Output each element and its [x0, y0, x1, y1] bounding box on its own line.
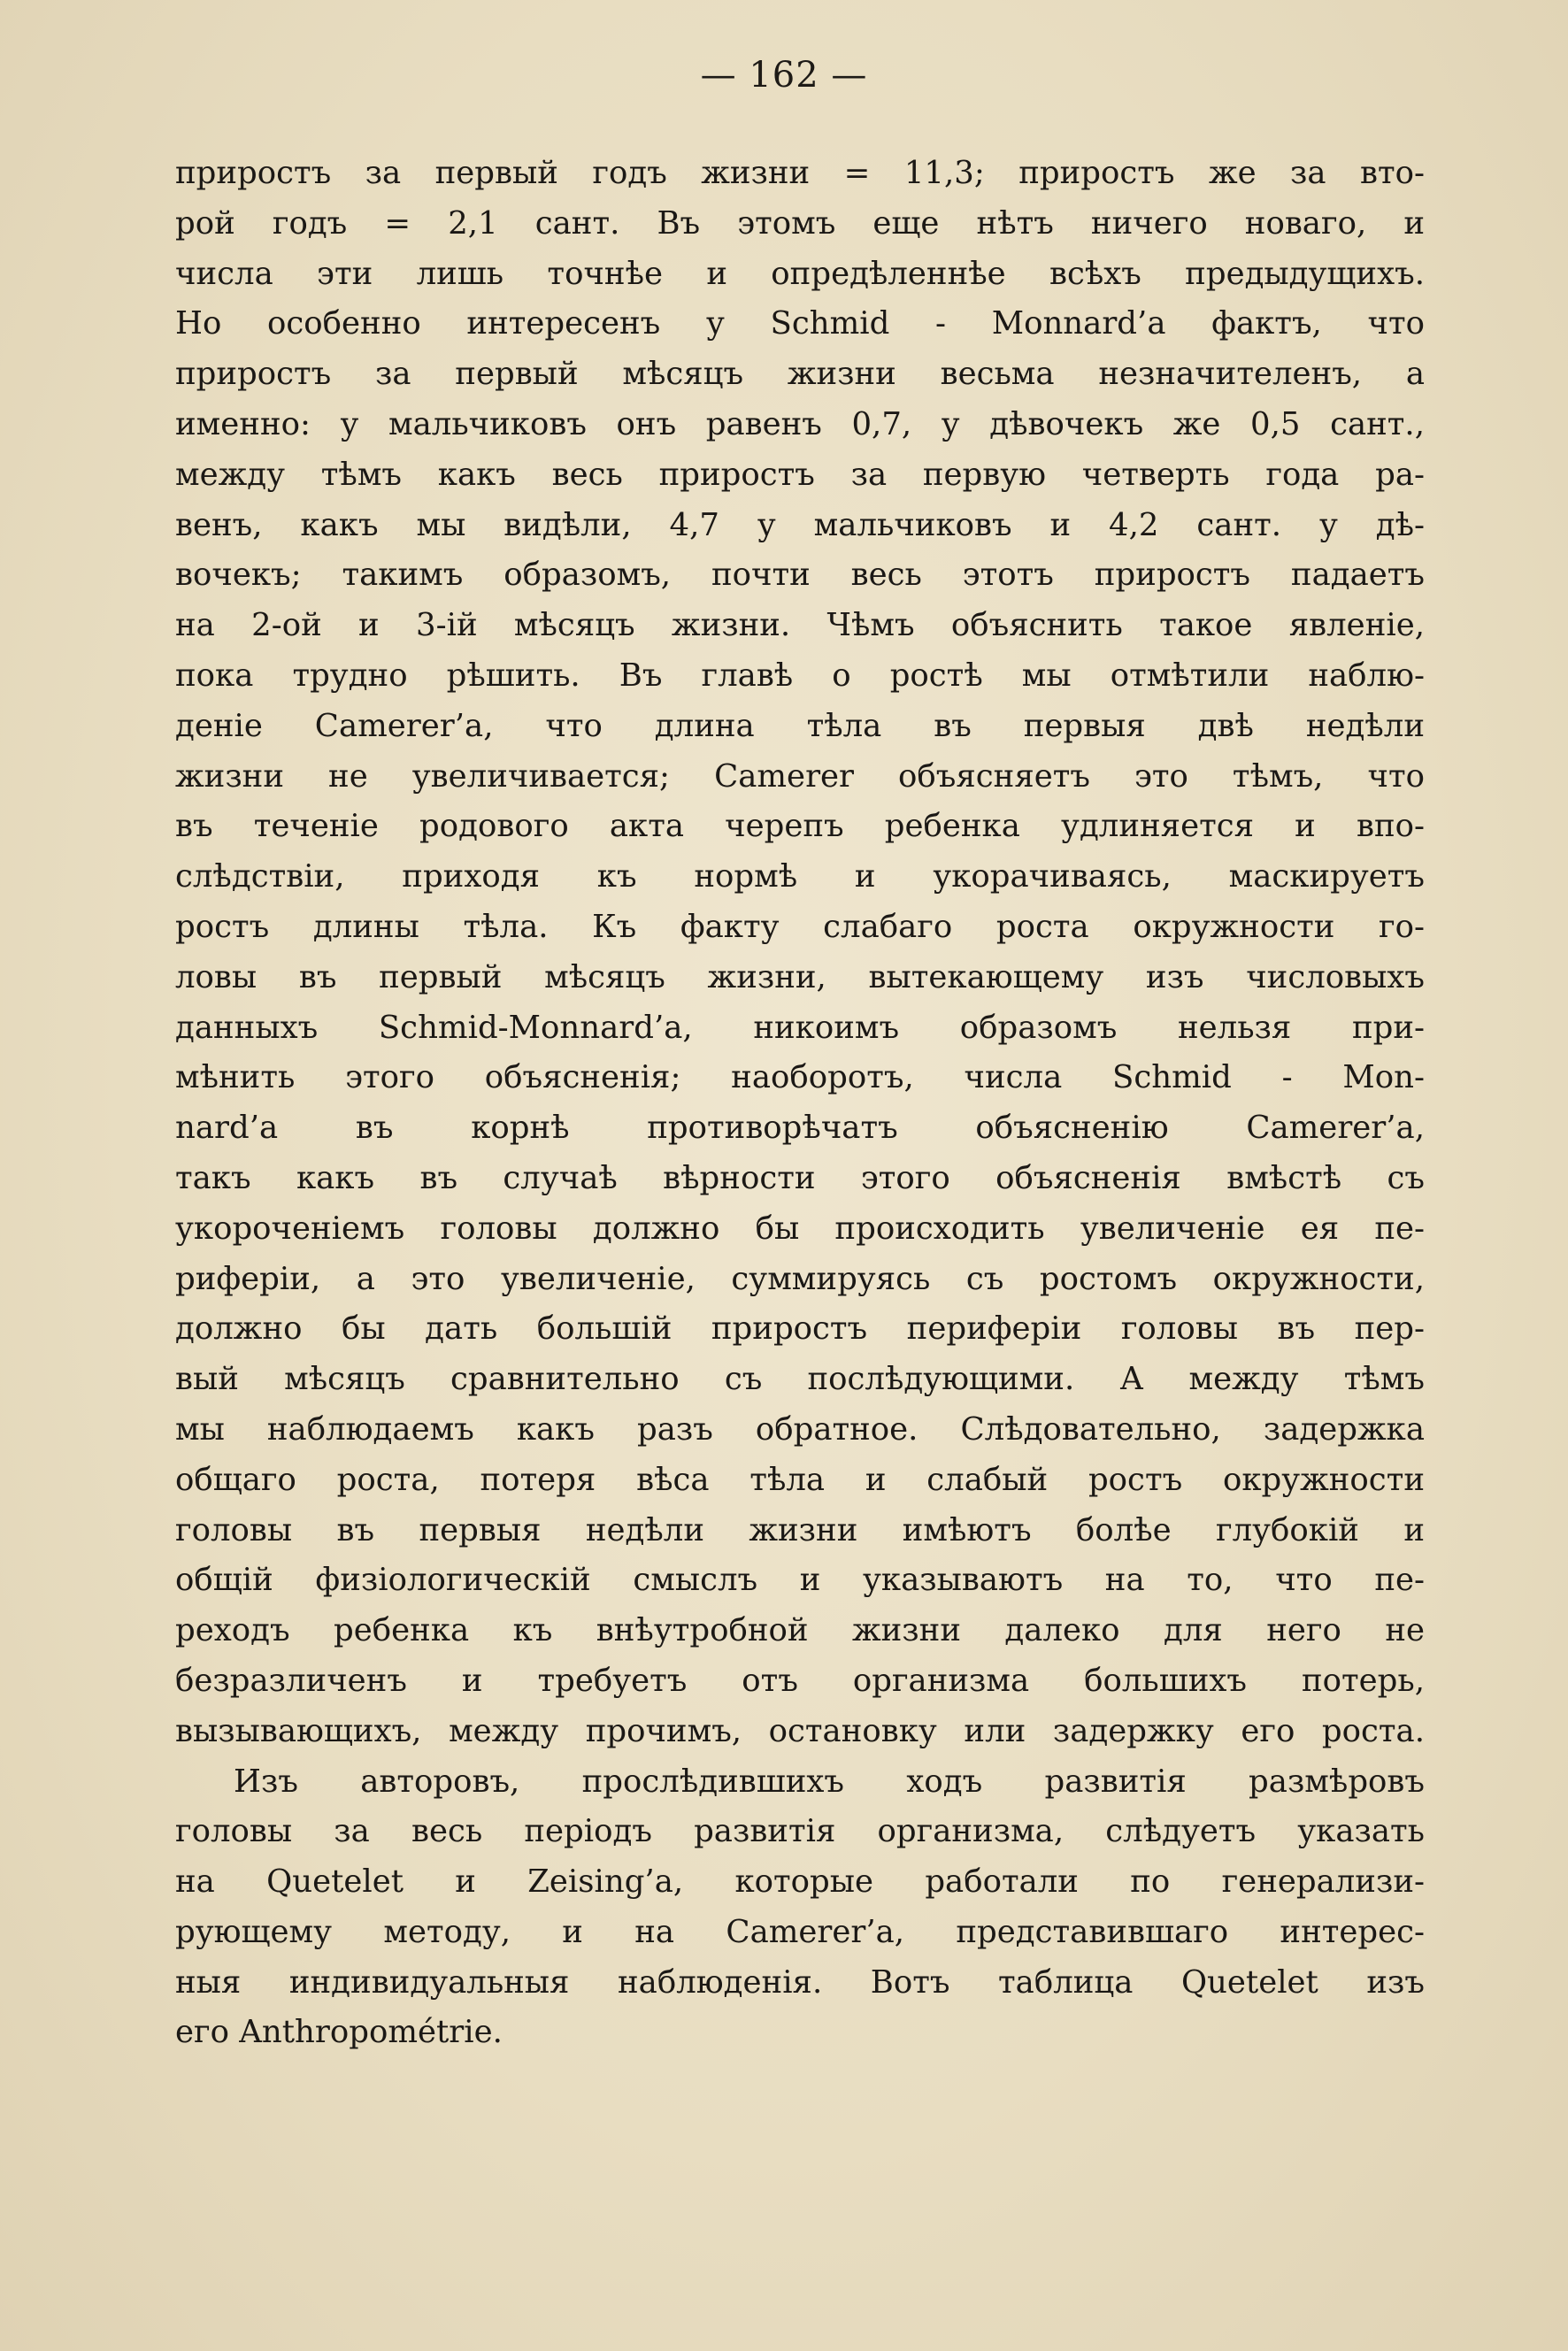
text-line: головы въ первыя недѣли жизни имѣютъ болѣе глубокій и	[175, 1511, 1425, 1548]
text-line: такъ какъ въ случаѣ вѣрности этого объясненія вмѣстѣ съ	[175, 1159, 1425, 1196]
text-line: мѣнить этого объясненія; наоборотъ, числа Schmid - Mon-	[175, 1059, 1425, 1096]
text-line: общій физіологическій смыслъ и указываютъ на то, что пе-	[175, 1562, 1425, 1599]
text-line: венъ, какъ мы видѣли, 4,7 у мальчиковъ и 4,2 сант. у дѣ-	[175, 506, 1425, 543]
text-line: пока трудно рѣшить. Въ главѣ о ростѣ мы отмѣтили наблю-	[175, 657, 1425, 694]
text-line: слѣдствіи, приходя къ нормѣ и укорачиваясь, маскируетъ	[175, 858, 1425, 895]
text-line: приростъ за первый мѣсяцъ жизни весьма незначителенъ, а	[175, 356, 1425, 393]
text-line: должно бы дать большій приростъ периферіи головы въ пер-	[175, 1310, 1425, 1348]
text-line: рующему методу, и на Camerer’а, представившаго интерес-	[175, 1913, 1425, 1950]
paragraph-2	[175, 1757, 1425, 2059]
text-line: реходъ ребенка къ внѣутробной жизни далеко для него не	[175, 1612, 1425, 1649]
text-line: вый мѣсяцъ сравнительно съ послѣдующими. А между тѣмъ	[175, 1361, 1425, 1398]
text-line: Но особенно интересенъ у Schmid - Monnard’а фактъ, что	[175, 305, 1425, 342]
text-line: безразличенъ и требуетъ отъ организма большихъ потерь,	[175, 1662, 1425, 1699]
text-line: на 2-ой и 3-ій мѣсяцъ жизни. Чѣмъ объяснить такое явленіе,	[175, 607, 1425, 644]
text-line: головы за весь періодъ развитія организма, слѣдуетъ указать	[175, 1813, 1425, 1850]
text-line: приростъ за первый годъ жизни = 11,3; приростъ же за вто-	[175, 155, 1425, 191]
text-line: ростъ длины тѣла. Къ факту слабаго роста окружности го-	[175, 908, 1425, 945]
text-line: его Anthropométrie.	[175, 2014, 503, 2051]
text-line: на Quetelet и Zeising’а, которые работали по генерализи-	[175, 1863, 1425, 1901]
text-line: числа эти лишь точнѣе и опредѣленнѣе всѣхъ предыдущихъ.	[175, 255, 1425, 292]
text-line: деніе Camerer’а, что длина тѣла въ первыя двѣ недѣли	[175, 707, 1425, 744]
text-line: между тѣмъ какъ весь приростъ за первую четверть года ра-	[175, 456, 1425, 493]
text-line: рой годъ = 2,1 сант. Въ этомъ еще нѣтъ ничего новаго, и	[175, 204, 1425, 242]
text-line: именно: у мальчиковъ онъ равенъ 0,7, у дѣвочекъ же 0,5 сант.,	[175, 405, 1425, 442]
text-line: общаго роста, потеря вѣса тѣла и слабый ростъ окружности	[175, 1461, 1425, 1498]
text-line: укороченіемъ головы должно бы происходить увеличеніе ея пе-	[175, 1210, 1425, 1247]
text-line: жизни не увеличивается; Camerer объясняетъ это тѣмъ, что	[175, 757, 1425, 795]
text-line: ловы въ первый мѣсяцъ жизни, вытекающему изъ числовыхъ	[175, 958, 1425, 995]
text-line: мы наблюдаемъ какъ разъ обратное. Слѣдовательно, задержка	[175, 1410, 1425, 1448]
paragraph-1	[175, 149, 1425, 1757]
text-line: въ теченіе родового акта черепъ ребенка удлиняется и впо-	[175, 808, 1425, 845]
text-line: риферіи, а это увеличеніе, суммируясь съ ростомъ окружности,	[175, 1260, 1425, 1297]
text-line: вочекъ; такимъ образомъ, почти весь этотъ приростъ падаетъ	[175, 557, 1425, 594]
text-line: Изъ авторовъ, прослѣдившихъ ходъ развитія размѣровъ	[234, 1763, 1425, 1800]
text-line: данныхъ Schmid-Monnard’а, никоимъ образомъ нельзя при-	[175, 1009, 1425, 1046]
text-line: ныя индивидуальныя наблюденія. Вотъ таблица Quetelet изъ	[175, 1963, 1425, 2001]
text-line: nard’а въ корнѣ противорѣчатъ объясненію Camerer’а,	[175, 1110, 1425, 1147]
body-text	[175, 149, 1425, 2058]
page-number: — 162 —	[700, 55, 868, 96]
text-line: вызывающихъ, между прочимъ, остановку или задержку его роста.	[175, 1712, 1425, 1749]
